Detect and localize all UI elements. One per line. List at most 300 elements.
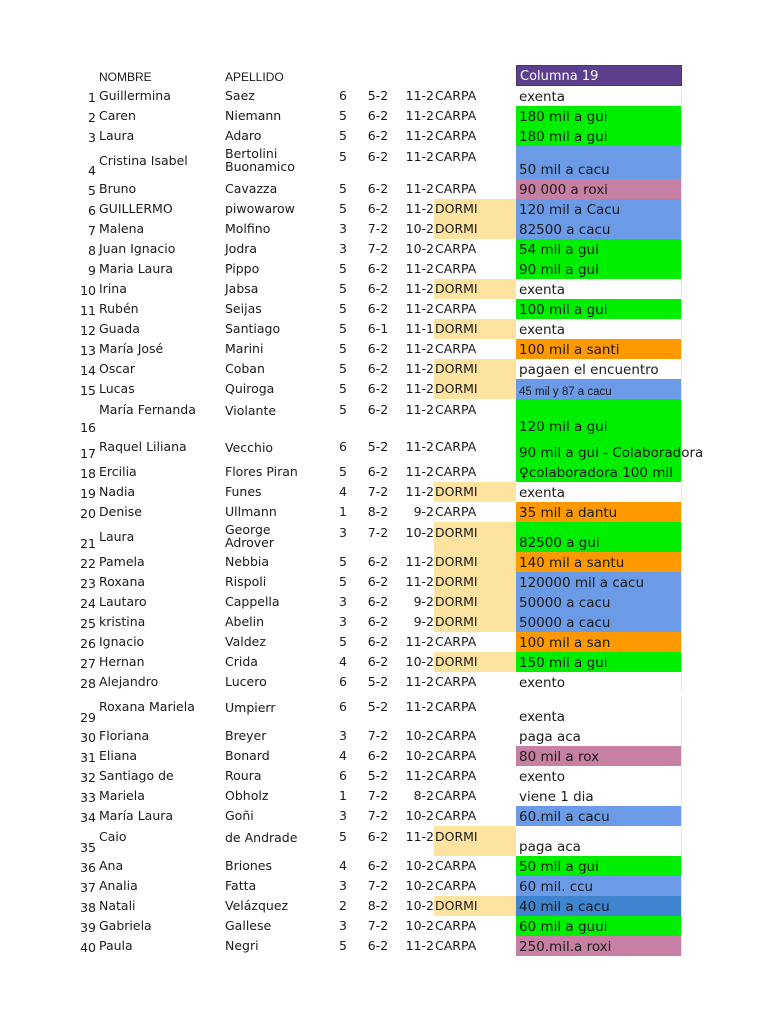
apellido-cell[interactable]: Umpierr (225, 700, 276, 715)
col-a-cell[interactable]: 6 (339, 699, 347, 714)
col-c-cell[interactable]: 11-2 (405, 281, 434, 296)
col-a-cell[interactable]: 3 (339, 594, 347, 609)
col-c-cell[interactable]: 11-2 (405, 402, 434, 417)
nombre-cell[interactable]: María José (99, 341, 164, 356)
apellido-cell[interactable]: Bertolini Buonamico (225, 146, 295, 174)
col-c-cell[interactable]: 11-2 (405, 634, 434, 649)
row-number[interactable]: 33 (80, 790, 96, 805)
col-c-cell[interactable]: 11-2 (405, 149, 434, 164)
alojamiento-cell[interactable]: CARPA (435, 728, 477, 743)
row-number[interactable]: 40 (80, 940, 96, 955)
nombre-cell[interactable]: Cristina Isabel (99, 153, 188, 168)
col-c-cell[interactable]: 10-2 (405, 748, 434, 763)
col-b-cell[interactable]: 6-2 (367, 594, 389, 609)
col-a-cell[interactable]: 3 (339, 878, 347, 893)
col-a-cell[interactable]: 5 (339, 361, 347, 376)
col-a-cell[interactable]: 6 (339, 674, 347, 689)
col-b-cell[interactable]: 5-2 (367, 699, 389, 714)
col-a-cell[interactable]: 5 (339, 402, 347, 417)
alojamiento-cell[interactable]: DORMI (434, 612, 516, 632)
col-b-cell[interactable]: 8-2 (367, 504, 389, 519)
nombre-cell[interactable]: Maria Laura (99, 261, 174, 276)
col-b-cell[interactable]: 8-2 (367, 898, 389, 913)
columna-19-cell[interactable] (516, 826, 682, 856)
row-number[interactable]: 14 (80, 363, 96, 378)
col-c-cell[interactable]: 9-2 (413, 594, 434, 609)
col-a-cell[interactable]: 4 (339, 858, 347, 873)
alojamiento-cell[interactable]: DORMI (434, 379, 516, 399)
apellido-cell[interactable]: Gallese (225, 918, 272, 933)
columna-19-cell[interactable] (516, 146, 682, 179)
col-a-cell[interactable]: 1 (339, 504, 347, 519)
col-a-cell[interactable]: 6 (339, 439, 347, 454)
col-c-cell[interactable]: 10-2 (405, 241, 434, 256)
alojamiento-cell[interactable]: CARPA (435, 878, 477, 893)
row-number[interactable]: 17 (80, 446, 96, 461)
alojamiento-cell[interactable]: CARPA (435, 261, 477, 276)
apellido-cell[interactable]: piwowarow (225, 201, 295, 216)
columna-19-cell[interactable] (516, 896, 682, 916)
apellido-cell[interactable]: Lucero (225, 674, 267, 689)
col-b-cell[interactable]: 6-2 (367, 361, 389, 376)
row-number[interactable]: 5 (88, 183, 96, 198)
apellido-cell[interactable]: Negri (225, 938, 259, 953)
nombre-cell[interactable]: Irina (99, 281, 127, 296)
col-a-cell[interactable]: 5 (339, 574, 347, 589)
apellido-cell[interactable]: Fatta (225, 878, 257, 893)
columna-19-cell[interactable] (516, 746, 682, 766)
col-c-cell[interactable]: 10-2 (405, 654, 434, 669)
columna-19-cell[interactable] (516, 319, 682, 339)
nombre-cell[interactable]: Denise (99, 504, 142, 519)
col-b-cell[interactable]: 6-2 (367, 301, 389, 316)
nombre-cell[interactable]: Laura (99, 529, 135, 544)
columna-19-cell[interactable] (516, 696, 682, 726)
col-c-cell[interactable]: 10-2 (405, 878, 434, 893)
columna-19-cell[interactable] (516, 806, 682, 826)
columna-19-cell[interactable] (516, 876, 682, 896)
apellido-cell[interactable]: Jabsa (225, 281, 259, 296)
col-c-cell[interactable]: 11-2 (405, 699, 434, 714)
col-c-cell[interactable]: 11-2 (405, 181, 434, 196)
alojamiento-cell[interactable]: DORMI (434, 592, 516, 612)
col-a-cell[interactable]: 5 (339, 181, 347, 196)
row-number[interactable]: 16 (80, 420, 96, 435)
col-a-cell[interactable]: 4 (339, 484, 347, 499)
alojamiento-cell[interactable]: CARPA (435, 674, 477, 689)
col-b-cell[interactable]: 5-2 (367, 674, 389, 689)
row-number[interactable]: 3 (88, 130, 96, 145)
nombre-cell[interactable]: Oscar (99, 361, 136, 376)
row-number[interactable]: 35 (80, 840, 96, 855)
alojamiento-cell[interactable]: CARPA (435, 464, 477, 479)
columna-19-cell[interactable] (516, 502, 682, 522)
nombre-cell[interactable]: Rubén (99, 301, 139, 316)
nombre-cell[interactable]: Natali (99, 898, 136, 913)
alojamiento-cell[interactable]: DORMI (434, 522, 516, 552)
row-number[interactable]: 25 (80, 616, 96, 631)
alojamiento-cell[interactable]: CARPA (435, 241, 477, 256)
alojamiento-cell[interactable]: CARPA (435, 504, 477, 519)
row-number[interactable]: 36 (80, 860, 96, 875)
columna-19-cell[interactable] (516, 339, 682, 359)
alojamiento-cell[interactable]: CARPA (435, 918, 477, 933)
nombre-cell[interactable]: Guillermina (99, 88, 171, 103)
columna-19-cell[interactable] (516, 399, 682, 436)
nombre-cell[interactable]: Lucas (99, 381, 135, 396)
col-a-cell[interactable]: 5 (339, 554, 347, 569)
alojamiento-cell[interactable]: CARPA (435, 938, 477, 953)
columna-19-cell[interactable] (516, 726, 682, 746)
nombre-cell[interactable]: Ana (99, 858, 124, 873)
nombre-cell[interactable]: Gabriela (99, 918, 152, 933)
nombre-cell[interactable]: Caio (99, 829, 127, 844)
alojamiento-cell[interactable]: CARPA (435, 149, 477, 164)
apellido-cell[interactable]: Molfino (225, 221, 271, 236)
nombre-cell[interactable]: GUILLERMO (99, 201, 173, 216)
header-columna-19[interactable]: Columna 19 (516, 65, 682, 86)
col-b-cell[interactable]: 6-2 (367, 281, 389, 296)
nombre-cell[interactable]: Roxana (99, 574, 146, 589)
row-number[interactable]: 29 (80, 710, 96, 725)
col-b-cell[interactable]: 7-2 (367, 878, 389, 893)
apellido-cell[interactable]: Vecchio (225, 440, 274, 455)
col-b-cell[interactable]: 6-2 (367, 149, 389, 164)
alojamiento-cell[interactable]: DORMI (434, 826, 516, 856)
row-number[interactable]: 21 (80, 536, 96, 551)
apellido-cell[interactable]: de Andrade (225, 830, 298, 845)
columna-19-cell[interactable] (516, 106, 682, 126)
col-a-cell[interactable]: 4 (339, 748, 347, 763)
col-b-cell[interactable]: 7-2 (367, 221, 389, 236)
columna-19-cell[interactable] (516, 652, 682, 672)
columna-19-cell[interactable] (516, 672, 682, 692)
col-c-cell[interactable]: 11-2 (405, 829, 434, 844)
nombre-cell[interactable]: Analia (99, 878, 138, 893)
nombre-cell[interactable]: Guada (99, 321, 140, 336)
col-c-cell[interactable]: 11-2 (405, 341, 434, 356)
alojamiento-cell[interactable]: DORMI (434, 219, 516, 239)
col-c-cell[interactable]: 11-2 (405, 201, 434, 216)
nombre-cell[interactable]: Pamela (99, 554, 145, 569)
col-c-cell[interactable]: 11-1 (405, 321, 434, 336)
col-a-cell[interactable]: 3 (339, 241, 347, 256)
nombre-cell[interactable]: Roxana Mariela (99, 699, 195, 714)
col-b-cell[interactable]: 7-2 (367, 728, 389, 743)
alojamiento-cell[interactable]: DORMI (434, 199, 516, 219)
row-number[interactable]: 2 (88, 110, 96, 125)
nombre-cell[interactable]: Raquel Liliana (99, 439, 187, 454)
alojamiento-cell[interactable]: CARPA (435, 108, 477, 123)
col-a-cell[interactable]: 5 (339, 201, 347, 216)
col-b-cell[interactable]: 7-2 (367, 808, 389, 823)
col-b-cell[interactable]: 6-2 (367, 634, 389, 649)
col-c-cell[interactable]: 11-2 (405, 108, 434, 123)
alojamiento-cell[interactable]: CARPA (435, 88, 477, 103)
apellido-cell[interactable]: Roura (225, 768, 262, 783)
nombre-cell[interactable]: María Fernanda (99, 402, 196, 417)
nombre-cell[interactable]: Juan Ignacio (99, 241, 176, 256)
apellido-cell[interactable]: Cavazza (225, 181, 278, 196)
row-number[interactable]: 28 (80, 676, 96, 691)
columna-19-cell[interactable] (516, 936, 682, 956)
apellido-cell[interactable]: Obholz (225, 788, 269, 803)
col-b-cell[interactable]: 6-2 (367, 108, 389, 123)
apellido-cell[interactable]: Breyer (225, 728, 267, 743)
header-nombre[interactable]: NOMBRE (99, 70, 152, 84)
row-number[interactable]: 39 (80, 920, 96, 935)
col-b-cell[interactable]: 7-2 (367, 918, 389, 933)
row-number[interactable]: 37 (80, 880, 96, 895)
col-b-cell[interactable]: 6-2 (367, 748, 389, 763)
col-a-cell[interactable]: 5 (339, 341, 347, 356)
col-b-cell[interactable]: 6-2 (367, 654, 389, 669)
row-number[interactable]: 4 (88, 163, 96, 178)
col-c-cell[interactable]: 11-2 (405, 128, 434, 143)
columna-19-cell[interactable] (516, 379, 682, 399)
apellido-cell[interactable]: Briones (225, 858, 272, 873)
nombre-cell[interactable]: Ercilia (99, 464, 137, 479)
col-c-cell[interactable]: 11-2 (405, 301, 434, 316)
row-number[interactable]: 30 (80, 730, 96, 745)
nombre-cell[interactable]: María Laura (99, 808, 174, 823)
columna-19-cell[interactable] (516, 572, 682, 592)
columna-19-cell[interactable] (516, 199, 682, 219)
columna-19-cell[interactable] (516, 179, 682, 199)
col-b-cell[interactable]: 6-1 (367, 321, 389, 336)
row-number[interactable]: 8 (88, 243, 96, 258)
nombre-cell[interactable]: Caren (99, 108, 136, 123)
apellido-cell[interactable]: Seijas (225, 301, 262, 316)
alojamiento-cell[interactable]: DORMI (434, 572, 516, 592)
col-a-cell[interactable]: 3 (339, 525, 347, 540)
nombre-cell[interactable]: Mariela (99, 788, 145, 803)
apellido-cell[interactable]: Velázquez (225, 898, 289, 913)
col-c-cell[interactable]: 10-2 (405, 918, 434, 933)
row-number[interactable]: 34 (80, 810, 96, 825)
nombre-cell[interactable]: Laura (99, 128, 135, 143)
columna-19-cell[interactable] (516, 239, 682, 259)
apellido-cell[interactable]: Rispoli (225, 574, 267, 589)
alojamiento-cell[interactable]: DORMI (434, 319, 516, 339)
row-number[interactable]: 26 (80, 636, 96, 651)
col-c-cell[interactable]: 11-2 (405, 439, 434, 454)
apellido-cell[interactable]: Nebbia (225, 554, 270, 569)
alojamiento-cell[interactable]: CARPA (435, 699, 477, 714)
columna-19-cell[interactable] (516, 436, 704, 462)
row-number[interactable]: 12 (80, 323, 96, 338)
columna-19-cell[interactable] (516, 462, 682, 482)
nombre-cell[interactable]: Malena (99, 221, 145, 236)
alojamiento-cell[interactable]: DORMI (434, 896, 516, 916)
nombre-cell[interactable]: Ignacio (99, 634, 145, 649)
row-number[interactable]: 11 (80, 303, 96, 318)
apellido-cell[interactable]: Cappella (225, 594, 280, 609)
columna-19-cell[interactable] (516, 299, 682, 319)
col-c-cell[interactable]: 9-2 (413, 614, 434, 629)
col-c-cell[interactable]: 11-2 (405, 484, 434, 499)
columna-19-cell[interactable] (516, 856, 682, 876)
col-c-cell[interactable]: 10-2 (405, 858, 434, 873)
col-c-cell[interactable]: 10-2 (405, 525, 434, 540)
header-apellido[interactable]: APELLIDO (225, 70, 284, 84)
apellido-cell[interactable]: Marini (225, 341, 264, 356)
apellido-cell[interactable]: Jodra (225, 241, 258, 256)
row-number[interactable]: 19 (80, 486, 96, 501)
apellido-cell[interactable]: Flores Piran (225, 464, 298, 479)
row-number[interactable]: 6 (88, 203, 96, 218)
apellido-cell[interactable]: Abelin (225, 614, 265, 629)
col-a-cell[interactable]: 6 (339, 768, 347, 783)
nombre-cell[interactable]: Hernan (99, 654, 145, 669)
apellido-cell[interactable]: Violante (225, 403, 277, 418)
col-b-cell[interactable]: 6-2 (367, 464, 389, 479)
col-b-cell[interactable]: 5-2 (367, 439, 389, 454)
row-number[interactable]: 1 (88, 90, 96, 105)
apellido-cell[interactable]: Saez (225, 88, 255, 103)
col-b-cell[interactable]: 6-2 (367, 554, 389, 569)
col-c-cell[interactable]: 10-2 (405, 221, 434, 236)
columna-19-cell[interactable] (516, 786, 682, 806)
nombre-cell[interactable]: Eliana (99, 748, 138, 763)
col-c-cell[interactable]: 11-2 (405, 574, 434, 589)
apellido-cell[interactable]: Ullmann (225, 504, 277, 519)
alojamiento-cell[interactable]: DORMI (434, 552, 516, 572)
col-a-cell[interactable]: 5 (339, 938, 347, 953)
nombre-cell[interactable]: Alejandro (99, 674, 159, 689)
col-c-cell[interactable]: 8-2 (413, 788, 434, 803)
apellido-cell[interactable]: Niemann (225, 108, 282, 123)
columna-19-cell[interactable] (516, 632, 682, 652)
columna-19-cell[interactable] (516, 86, 682, 106)
col-c-cell[interactable]: 11-2 (405, 88, 434, 103)
row-number[interactable]: 15 (80, 383, 96, 398)
col-c-cell[interactable]: 11-2 (405, 554, 434, 569)
apellido-cell[interactable]: George Adrover (225, 522, 275, 550)
alojamiento-cell[interactable]: CARPA (435, 341, 477, 356)
alojamiento-cell[interactable]: CARPA (435, 748, 477, 763)
columna-19-cell[interactable] (516, 766, 682, 786)
col-c-cell[interactable]: 11-2 (405, 768, 434, 783)
row-number[interactable]: 10 (80, 283, 96, 298)
row-number[interactable]: 20 (80, 506, 96, 521)
row-number[interactable]: 27 (80, 656, 96, 671)
apellido-cell[interactable]: Goñi (225, 808, 254, 823)
apellido-cell[interactable]: Quiroga (225, 381, 275, 396)
alojamiento-cell[interactable]: CARPA (435, 808, 477, 823)
alojamiento-cell[interactable]: CARPA (435, 439, 477, 454)
col-c-cell[interactable]: 10-2 (405, 808, 434, 823)
col-a-cell[interactable]: 5 (339, 381, 347, 396)
col-b-cell[interactable]: 6-2 (367, 614, 389, 629)
columna-19-cell[interactable] (516, 592, 682, 612)
col-a-cell[interactable]: 5 (339, 634, 347, 649)
col-a-cell[interactable]: 3 (339, 728, 347, 743)
col-a-cell[interactable]: 5 (339, 261, 347, 276)
col-c-cell[interactable]: 11-2 (405, 381, 434, 396)
col-b-cell[interactable]: 6-2 (367, 181, 389, 196)
apellido-cell[interactable]: Adaro (225, 128, 262, 143)
apellido-cell[interactable]: Crida (225, 654, 258, 669)
row-number[interactable]: 18 (80, 466, 96, 481)
col-c-cell[interactable]: 11-2 (405, 938, 434, 953)
alojamiento-cell[interactable]: DORMI (434, 652, 516, 672)
alojamiento-cell[interactable]: DORMI (434, 359, 516, 379)
col-a-cell[interactable]: 5 (339, 301, 347, 316)
alojamiento-cell[interactable]: CARPA (435, 858, 477, 873)
alojamiento-cell[interactable]: CARPA (435, 402, 477, 417)
col-a-cell[interactable]: 5 (339, 281, 347, 296)
col-c-cell[interactable]: 9-2 (413, 504, 434, 519)
columna-19-cell[interactable] (516, 219, 682, 239)
col-a-cell[interactable]: 3 (339, 808, 347, 823)
alojamiento-cell[interactable]: DORMI (434, 482, 516, 502)
col-b-cell[interactable]: 6-2 (367, 201, 389, 216)
row-number[interactable]: 7 (88, 223, 96, 238)
alojamiento-cell[interactable]: CARPA (435, 768, 477, 783)
col-c-cell[interactable]: 11-2 (405, 674, 434, 689)
row-number[interactable]: 32 (80, 770, 96, 785)
col-b-cell[interactable]: 6-2 (367, 858, 389, 873)
row-number[interactable]: 24 (80, 596, 96, 611)
columna-19-cell[interactable] (516, 916, 682, 936)
nombre-cell[interactable]: kristina (99, 614, 146, 629)
col-c-cell[interactable]: 10-2 (405, 898, 434, 913)
columna-19-cell[interactable] (516, 482, 682, 502)
col-a-cell[interactable]: 2 (339, 898, 347, 913)
col-c-cell[interactable]: 11-2 (405, 464, 434, 479)
col-b-cell[interactable]: 7-2 (367, 788, 389, 803)
col-b-cell[interactable]: 7-2 (367, 525, 389, 540)
col-c-cell[interactable]: 11-2 (405, 361, 434, 376)
col-a-cell[interactable]: 5 (339, 321, 347, 336)
col-a-cell[interactable]: 3 (339, 221, 347, 236)
col-a-cell[interactable]: 5 (339, 108, 347, 123)
col-a-cell[interactable]: 3 (339, 614, 347, 629)
columna-19-cell[interactable] (516, 552, 682, 572)
alojamiento-cell[interactable]: CARPA (435, 788, 477, 803)
alojamiento-cell[interactable]: CARPA (435, 634, 477, 649)
apellido-cell[interactable]: Pippo (225, 261, 260, 276)
col-a-cell[interactable]: 5 (339, 464, 347, 479)
col-a-cell[interactable]: 3 (339, 918, 347, 933)
col-b-cell[interactable]: 5-2 (367, 768, 389, 783)
columna-19-cell[interactable] (516, 126, 682, 146)
col-a-cell[interactable]: 1 (339, 788, 347, 803)
row-number[interactable]: 9 (88, 263, 96, 278)
row-number[interactable]: 13 (80, 343, 96, 358)
alojamiento-cell[interactable]: CARPA (435, 301, 477, 316)
alojamiento-cell[interactable]: DORMI (434, 279, 516, 299)
col-b-cell[interactable]: 6-2 (367, 341, 389, 356)
apellido-cell[interactable]: Funes (225, 484, 262, 499)
col-b-cell[interactable]: 6-2 (367, 938, 389, 953)
col-b-cell[interactable]: 6-2 (367, 128, 389, 143)
apellido-cell[interactable]: Santiago (225, 321, 281, 336)
col-b-cell[interactable]: 6-2 (367, 381, 389, 396)
col-b-cell[interactable]: 7-2 (367, 484, 389, 499)
col-a-cell[interactable]: 5 (339, 149, 347, 164)
col-a-cell[interactable]: 5 (339, 128, 347, 143)
row-number[interactable]: 22 (80, 556, 96, 571)
nombre-cell[interactable]: Nadia (99, 484, 136, 499)
apellido-cell[interactable]: Valdez (225, 634, 266, 649)
nombre-cell[interactable]: Floriana (99, 728, 150, 743)
col-b-cell[interactable]: 6-2 (367, 574, 389, 589)
nombre-cell[interactable]: Paula (99, 938, 133, 953)
col-c-cell[interactable]: 10-2 (405, 728, 434, 743)
col-a-cell[interactable]: 4 (339, 654, 347, 669)
